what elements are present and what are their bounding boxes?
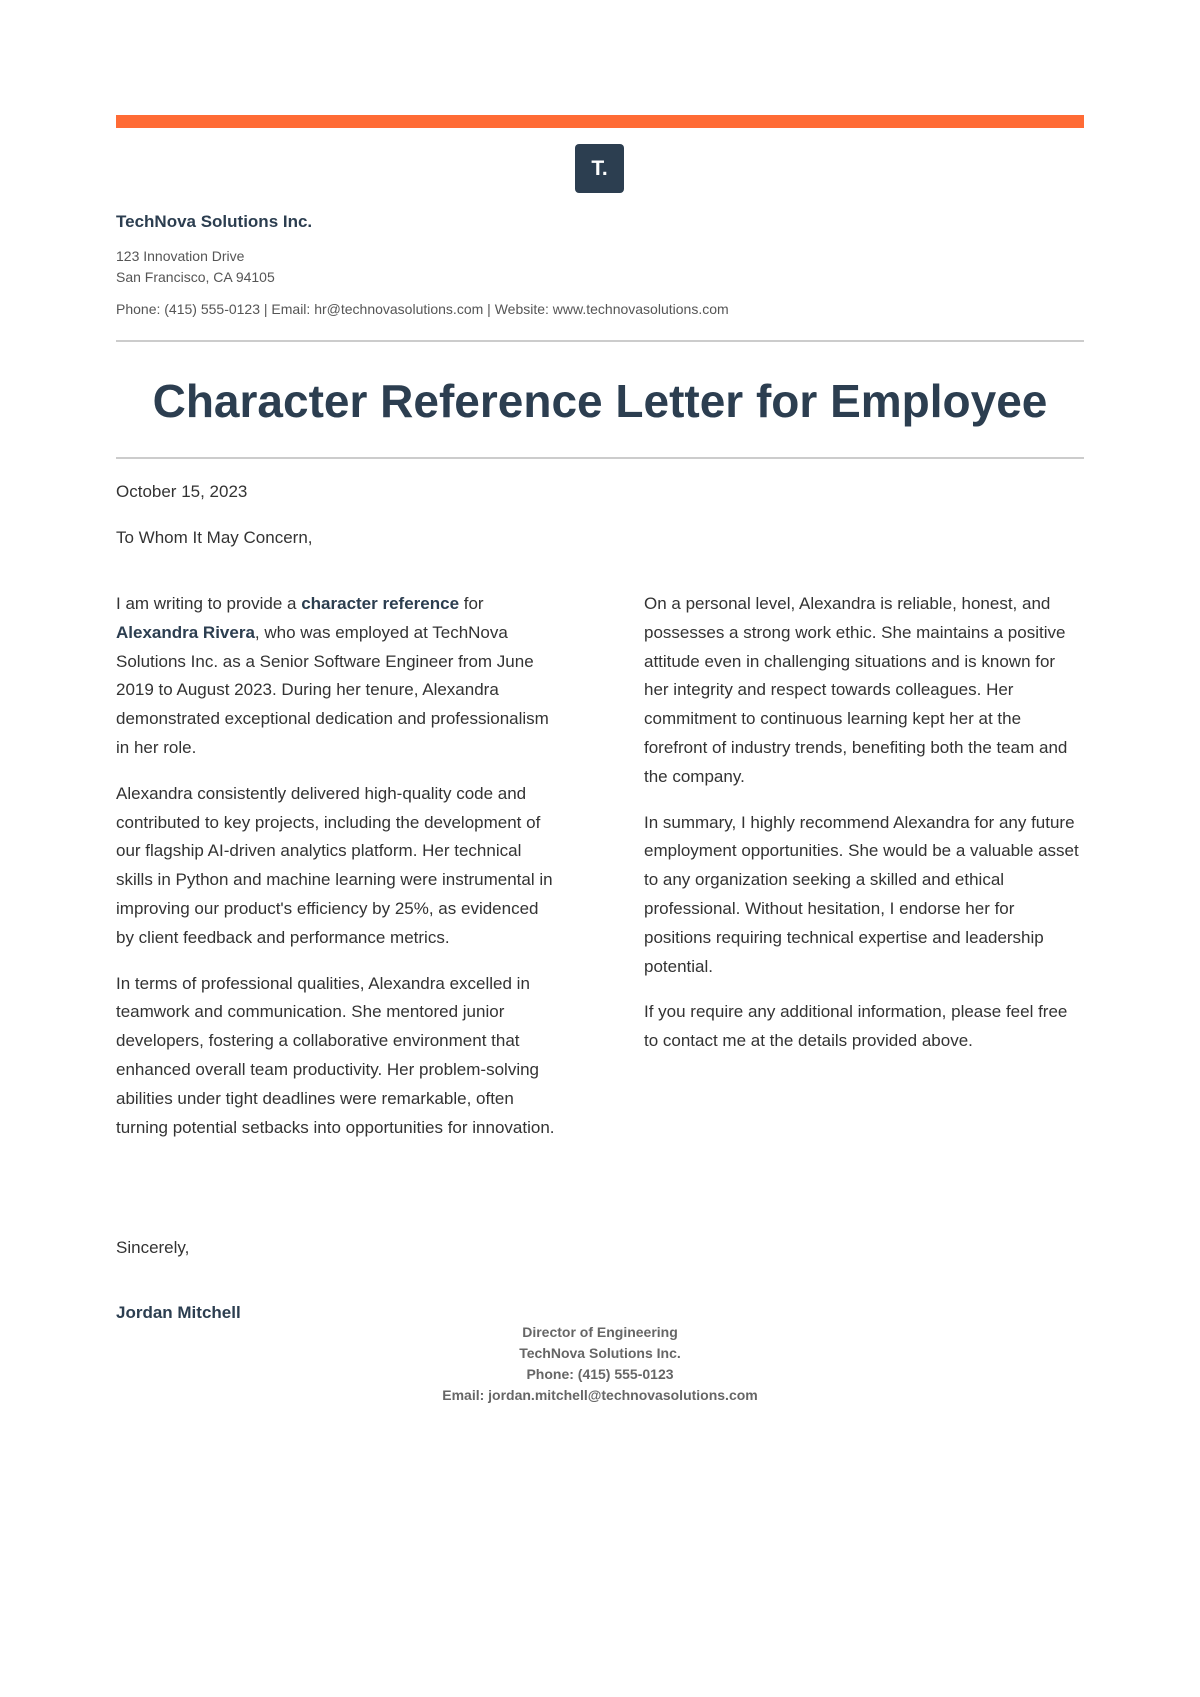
company-logo-icon	[575, 144, 624, 193]
body-column-right	[644, 590, 1084, 1159]
address-line-1: 123 Innovation Drive	[116, 248, 245, 264]
accent-bar	[116, 115, 1084, 128]
body-paragraph: In summary, I highly recommend Alexandra for any future employment opportunities. She would be a valuable asset to any organization seeking a skilled and ethical professional. Without hesitation, I endorse her for positions requiring technical expertise and leadership potential.	[644, 812, 1079, 976]
signer-company: TechNova Solutions Inc.	[519, 1345, 681, 1361]
signer-name: Jordan Mitchell	[116, 1303, 241, 1322]
body-paragraph: On a personal level, Alexandra is reliable, honest, and possesses a strong work ethic. She maintains a positive attitude even in challenging situations and is known for her integrity and respect towards colleagues. Her commitment to continuous learning kept her at the forefront of industry trends, benefiting both the team and the company.	[644, 594, 1068, 786]
letter-date: October 15, 2023	[116, 482, 248, 501]
text-run: , who was employed at TechNova Solutions Inc. as a Senior Software Engineer from June 2019 to August 2023. During her tenure, Alexandra demonstrated exceptional dedication and professionalism in her role.	[116, 622, 549, 757]
signer-email: Email: jordan.mitchell@technovasolutions.com	[442, 1387, 758, 1403]
body-paragraph	[116, 590, 560, 763]
signer-phone: Phone: (415) 555-0123	[526, 1366, 674, 1382]
body-paragraph: If you require any additional information, please feel free to contact me at the details provided above.	[644, 1002, 1068, 1051]
letter-body	[116, 590, 1084, 1159]
signer-title: Director of Engineering	[522, 1324, 678, 1340]
address-line-2: San Francisco, CA 94105	[116, 269, 275, 285]
text-run: for	[459, 594, 484, 613]
highlight-employee-name: Alexandra Rivera	[116, 622, 255, 642]
text-run: I am writing to provide a	[116, 594, 302, 613]
company-name: TechNova Solutions Inc.	[116, 212, 313, 231]
letter-closing: Sincerely,	[116, 1238, 190, 1257]
letter-title: Character Reference Letter for Employee	[152, 375, 1048, 427]
company-contact-line: Phone: (415) 555-0123 | Email: hr@technovasolutions.com | Website: www.technovasolutions.com	[116, 301, 729, 317]
company-address	[116, 246, 275, 288]
title-divider	[116, 457, 1084, 459]
body-column-left	[116, 590, 560, 1159]
body-paragraph: In terms of professional qualities, Alexandra excelled in teamwork and communication. She mentored junior developers, fostering a collaborative environment that enhanced overall team productivity. Her problem-solving abilities under tight deadlines were remarkable, often turning potential setbacks into opportunities for innovation.	[116, 973, 555, 1137]
header-divider	[116, 340, 1084, 342]
letter-greeting: To Whom It May Concern,	[116, 528, 313, 547]
body-paragraph: Alexandra consistently delivered high-quality code and contributed to key projects, including the development of our flagship AI-driven analytics platform. Her technical skills in Python and machine learning were instrumental in improving our product's efficiency by 25%, as evidenced by client feedback and performance metrics.	[116, 783, 553, 947]
logo-text: T.	[591, 156, 608, 180]
highlight-character-reference: character reference	[301, 594, 460, 613]
signer-details	[116, 1322, 1084, 1406]
